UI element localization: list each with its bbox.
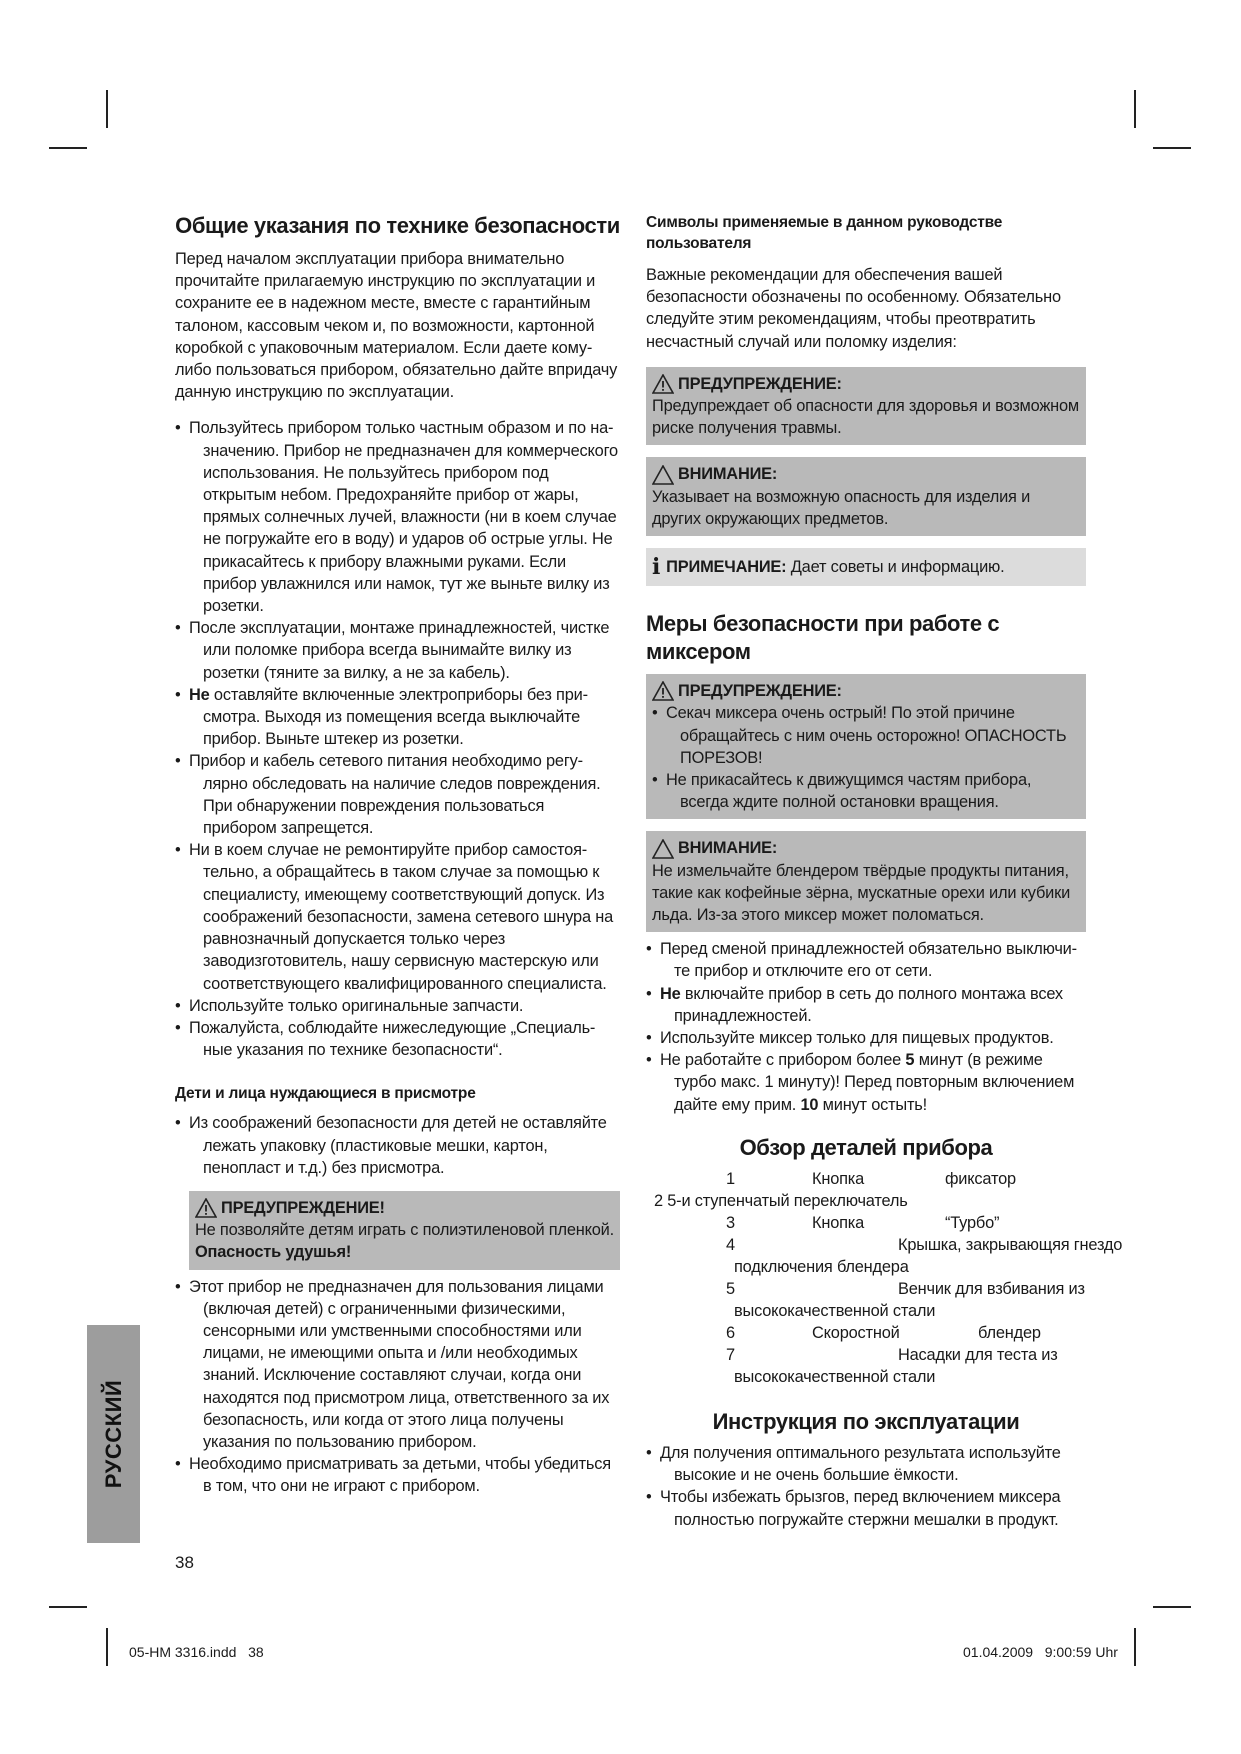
part-number: 7	[726, 1345, 735, 1364]
list-item: • Из соображений безопасности для детей не оставляйте лежать упаковку (пластиковые мешки, картон, пенопласт и т.д.) без присмотра.	[175, 1114, 607, 1177]
part-label: высококачественной стали	[734, 1301, 936, 1320]
list-item: • Этот прибор не предназначен для пользования лицами (включая детей) с ограниченными физическими, сенсорными или умственными способностями или лицами, не имеющими опыта и /или необходимых знаний. Исключение составляют случаи, когда они находятся под присмотром лица, ответственного за их безопасность, или когда от этого лица получены указания по пользованию прибором.	[175, 1277, 610, 1451]
list-item: • Не работайте с прибором более 5 минут (в режиме турбо макс. 1 минуту)! Перед повторным включением дайте ему прим. 10 минут остыть!	[646, 1051, 1075, 1114]
mixer-warning-box: ПРЕДУПРЕЖДЕНИЕ: • Секач миксера очень острый! По этой причине обращайтесь с ним очень осторожно! ОПАСНОСТЬ ПОРЕЗОВ! • Не прикасайтесь к движущимся частям прибора, всегда ждите полной остановки вращения.	[646, 674, 1086, 819]
part-label: Насадки для теста из	[898, 1345, 1058, 1364]
section-title-mixer-safety: Меры безопасности при работе с миксером	[646, 611, 1000, 665]
info-icon: i	[652, 554, 661, 581]
crop-mark	[1134, 90, 1136, 128]
symbols-paragraph: Важные рекомендации для обеспечения вашей безопасности обозначены по особенному. Обязательно следуйте этим рекомендациям, чтобы преотвратить несчастный случай или поломку изделия:	[646, 266, 1061, 351]
part-number: 3	[726, 1213, 735, 1232]
part-label: Кнопка	[812, 1213, 865, 1232]
crop-mark	[106, 1628, 108, 1666]
crop-mark	[1153, 147, 1191, 149]
children-list	[175, 1112, 620, 1179]
list-item: • Ни в коем случае не ремонтируйте прибор самостоя- тельно, а обращайтесь в таком случае за помощью к специалисту, имеющему соответствующий допуск. Из соображений безопасности, замена сетевого шнура на равнозначный допускается только через заводизготовитель, нашу сервисную мастерскую или соответствующего квалифицированного специалиста.	[175, 841, 613, 993]
section-title-general-safety: Общие указания по технике безопасности	[175, 213, 620, 238]
warning-triangle-icon	[652, 374, 674, 394]
symbol-note-box: i ПРИМЕЧАНИЕ: Дает советы и информацию.	[646, 548, 1086, 586]
list-item: • Для получения оптимального результата используйте высокие и не очень большие ёмкости.	[646, 1443, 1061, 1485]
symbol-attention-box: ВНИМАНИЕ: Указывает на возможную опасность для изделия и других окружающих предметов.	[646, 457, 1086, 536]
part-label: высококачественной стали	[734, 1367, 936, 1386]
usage-list	[646, 1442, 1086, 1531]
part-label: Скоростной	[812, 1323, 900, 1342]
safety-list	[175, 417, 620, 1061]
warning-triangle-icon	[195, 1198, 217, 1218]
crop-mark	[1153, 1606, 1191, 1608]
caution-triangle-icon	[652, 465, 674, 485]
page-number: 38	[175, 1553, 194, 1572]
caution-triangle-icon	[652, 839, 674, 859]
list-item: • Секач миксера очень острый! По этой причине обращайтесь с ним очень осторожно! ОПАСНОСТЬ ПОРЕЗОВ!	[652, 704, 1067, 767]
footer-timestamp: 01.04.2009 9:00:59 Uhr	[963, 1644, 1118, 1660]
crop-mark	[106, 90, 108, 128]
parts-list	[646, 1168, 1123, 1394]
right-column	[646, 212, 1123, 1531]
part-number: 6	[726, 1323, 735, 1342]
footer-file-info: 05-HM 3316.indd 38	[129, 1644, 264, 1660]
capability-list	[175, 1276, 620, 1498]
list-item: • Перед сменой принадлежностей обязательно выключи- те прибор и отключите его от сети.	[646, 940, 1077, 981]
left-column	[175, 212, 620, 1498]
warning-text: Не позволяйте детям играть с полиэтиленовой пленкой. Опасность удушья!	[195, 1221, 614, 1262]
crop-mark	[1134, 1628, 1136, 1666]
part-label: 2 5-и ступенчатый переключатель	[654, 1191, 908, 1210]
part-label: “Турбо”	[945, 1213, 1000, 1232]
list-item: • Прибор и кабель сетевого питания необходимо регу- лярно обследовать на наличие следов повреждения. При обнаружении повреждения пользоваться прибором запрещется.	[175, 752, 601, 838]
children-subtitle: Дети и лица нуждающиеся в присмотре	[175, 1085, 476, 1103]
list-item: • Используйте миксер только для пищевых продуктов.	[646, 1029, 1054, 1048]
part-number: 1	[726, 1169, 735, 1188]
part-label: Венчик для взбивания из	[898, 1279, 1085, 1298]
symbols-subtitle: Символы применяемые в данном руководстве пользователя	[646, 214, 1003, 252]
list-item: • Не включайте прибор в сеть до полного монтажа всех принадлежностей.	[646, 984, 1063, 1025]
part-label: блендер	[978, 1323, 1041, 1342]
part-label: подключения блендера	[734, 1257, 909, 1276]
list-item: • Необходимо присматривать за детьми, чтобы убедиться в том, что они не играют с прибором.	[175, 1455, 611, 1496]
intro-paragraph: Перед началом эксплуатации прибора внимательно прочитайте прилагаемую инструкцию по эксплуатации и сохраните ее в надежном месте, вместе с гарантийным талоном, кассовым чеком и, по возможности, картонной коробкой с упаковочным материалом. Если даете кому-либо пользоваться прибором, обязательно дайте впридачу данную инструкцию по эксплуатации.	[175, 250, 618, 402]
section-title-usage: Инструкция по эксплуатации	[712, 1408, 1020, 1434]
language-label: РУССКИЙ	[100, 1379, 126, 1489]
crop-mark	[49, 147, 87, 149]
list-item: • Не оставляйте включенные электроприборы без при- смотра. Выходя из помещения всегда выключайте прибор. Выньте штекер из розетки.	[175, 685, 588, 749]
part-label: Кнопка	[812, 1169, 865, 1188]
list-item: • Используйте только оригинальные запчасти.	[175, 996, 524, 1015]
list-item: • Пожалуйста, соблюдайте нижеследующие „Специаль- ные указания по технике безопасности“.	[175, 1018, 596, 1060]
symbol-warning-box: ПРЕДУПРЕЖДЕНИЕ: Предупреждает об опасности для здоровья и возможном риске получения травмы.	[646, 367, 1086, 446]
list-item: • Пользуйтесь прибором только частным образом и по на- значению. Прибор не предназначен для коммерческого использования. Не пользуйтесь прибором под открытым небом. Предохраняйте прибор от жары, прямых солнечных лучей, влажности (ни в коем случае не погружайте его в воду) и ударов об острые углы. Не прикасайтесь к прибору влажными руками. Если прибор увлажнился или намок, тут же выньте вилку из розетки.	[175, 419, 618, 616]
list-item: • Чтобы избежать брызгов, перед включением миксера полностью погружайте стержни мешалки в продукт.	[646, 1488, 1061, 1529]
list-item: • После эксплуатации, монтаже принадлежностей, чистке или поломке прибора всегда вынимайте вилку из розетки (тяните за вилку, а не за кабель).	[175, 619, 610, 682]
list-item: • Не прикасайтесь к движущимся частям прибора, всегда ждите полной остановки вращения.	[652, 771, 1032, 812]
crop-mark	[49, 1606, 87, 1608]
section-title-parts: Обзор деталей прибора	[739, 1134, 993, 1160]
child-warning-box	[189, 1191, 620, 1270]
mixer-list	[646, 938, 1086, 1116]
language-tab	[87, 1325, 140, 1543]
part-label: фиксатор	[945, 1169, 1016, 1188]
part-label: Крышка, закрывающяя гнездо	[898, 1235, 1123, 1254]
part-number: 4	[726, 1235, 735, 1254]
warning-triangle-icon	[652, 681, 674, 701]
warning-title: ПРЕДУПРЕЖДЕНИЕ!	[221, 1198, 385, 1217]
mixer-attention-box: ВНИМАНИЕ: Не измельчайте блендером твёрдые продукты питания, такие как кофейные зёрна, мускатные орехи или кубики льда. Из-за этого миксер может поломаться.	[646, 831, 1086, 932]
part-number: 5	[726, 1279, 735, 1298]
